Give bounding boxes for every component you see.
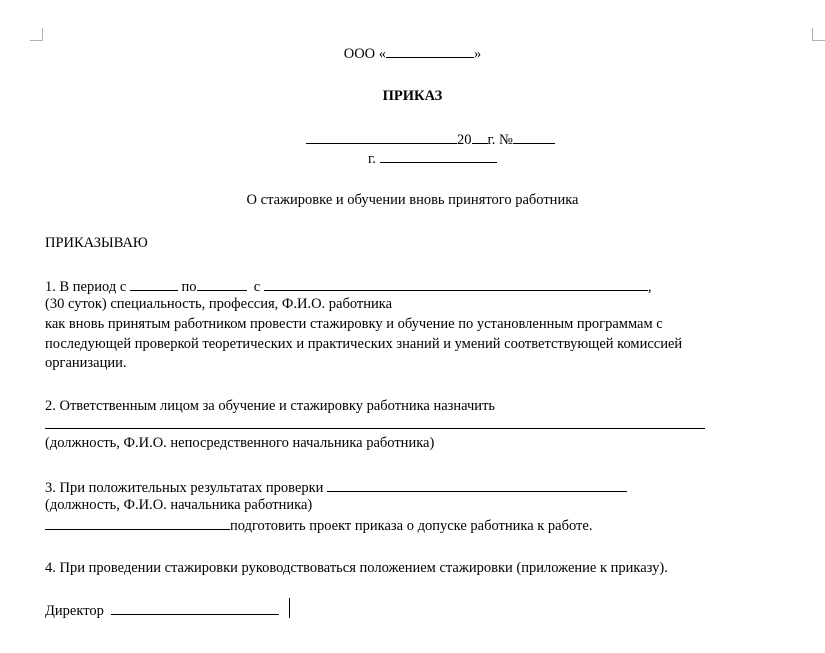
- org-prefix: ООО «: [343, 46, 387, 62]
- year-blank[interactable]: [472, 130, 488, 144]
- text-cursor: [289, 598, 290, 618]
- p1-line5: организации.: [45, 355, 127, 371]
- p3-line2: (должность, Ф.И.О. начальника работника): [45, 497, 313, 513]
- p1-prefix: 1. В период с: [45, 279, 127, 295]
- period-start-blank[interactable]: [130, 277, 178, 291]
- p2-line3: (должность, Ф.И.О. непосредственного начальника работника): [45, 435, 435, 451]
- p2-line2: [45, 415, 705, 434]
- organization-line: [0, 44, 825, 63]
- org-suffix: »: [474, 46, 482, 62]
- date-g-number: г. №: [487, 132, 513, 148]
- supervisor-blank[interactable]: [45, 516, 230, 530]
- p1-s: с: [253, 279, 261, 295]
- order-subject: О стажировке и обучении вновь принятого работника: [246, 192, 579, 208]
- p1-line2: (30 суток) специальность, профессия, Ф.И.О. работника: [45, 296, 393, 312]
- signature-line: [45, 601, 279, 620]
- p1-po: по: [181, 279, 197, 295]
- p3-prefix: 3. При положительных результатах проверки: [45, 480, 324, 496]
- p1-comma: ,: [647, 279, 652, 295]
- city-prefix: г.: [368, 151, 376, 167]
- date-number-line: [306, 130, 555, 149]
- order-word: ПРИКАЗЫВАЮ: [45, 235, 148, 251]
- p3-text: подготовить проект приказа о допуске работника к работе.: [230, 518, 593, 534]
- p1-line3: как вновь принятым работником провести стажировку и обучение по установленным программам с: [45, 316, 663, 332]
- p2-line1: 2. Ответственным лицом за обучение и стажировку работника назначить: [45, 398, 496, 414]
- commission-blank[interactable]: [327, 478, 627, 492]
- p1-line4: последующей проверкой теоретических и практических знаний и умений соответствующей комиссией: [45, 336, 683, 352]
- p3-line1: [45, 478, 627, 497]
- signature-blank[interactable]: [111, 601, 279, 615]
- p3-line3: [45, 516, 592, 535]
- crop-mark-right: [812, 28, 825, 41]
- signature-label: Директор: [45, 603, 104, 619]
- period-end-blank[interactable]: [197, 277, 247, 291]
- employee-blank[interactable]: [264, 277, 648, 291]
- org-name-blank[interactable]: [386, 44, 474, 58]
- city-line: [368, 149, 497, 168]
- order-number-blank[interactable]: [513, 130, 555, 144]
- document-title: ПРИКАЗ: [382, 88, 443, 104]
- p4-line1: 4. При проведении стажировки руководствоваться положением стажировки (приложение к приказу).: [45, 560, 668, 576]
- responsible-person-blank[interactable]: [45, 415, 705, 429]
- crop-mark-left: [30, 28, 43, 41]
- city-blank[interactable]: [380, 149, 497, 163]
- date-year: 20: [457, 132, 472, 148]
- p1-period-line: [45, 277, 651, 296]
- date-blank[interactable]: [306, 130, 457, 144]
